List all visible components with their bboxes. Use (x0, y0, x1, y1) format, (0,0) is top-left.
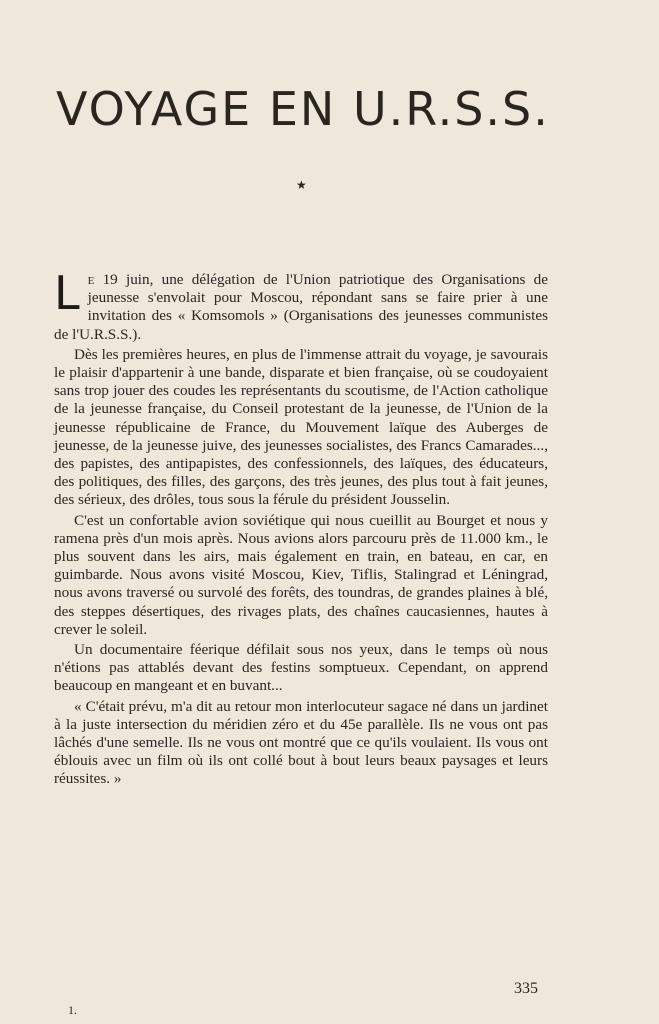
drop-cap: L (54, 266, 80, 320)
paragraph-4: Un documentaire féerique défilait sous nos yeux, dans le temps où nous n'étions pas attablés devant des festins somptueux. Cependant, on apprend beaucoup en mangeant et en buvant... (54, 641, 548, 695)
first-word: e (87, 271, 95, 288)
article-title: VOYAGE EN U.R.S.S. (56, 82, 550, 136)
signature-mark: 1. (68, 1003, 77, 1017)
article-body (54, 266, 548, 789)
paragraph-5: « C'était prévu, m'a dit au retour mon interlocuteur sagace né dans un jardinet à la juste intersection du méridien zéro et du 45e parallèle. Ils ne vous ont pas lâchés d'une semelle. Ils ne vous ont montré que ce qu'ils voulaient. Ils vous ont éblouis avec un film où ils ont collé bout à bout leurs beaux paysages et leurs réussites. » (54, 697, 548, 788)
paragraph-1-text: 19 juin, une délégation de l'Union patriotique des Organisations de jeunesse s'envolait pour Moscou, répondant sans se faire prier à une invitation des « Komsomols » (Organisations des jeunesses communistes de l'U.R.S.S.). (54, 271, 548, 343)
star-ornament: ★ (296, 178, 307, 192)
page-number: 335 (514, 980, 538, 997)
paragraph-2: Dès les premières heures, en plus de l'immense attrait du voyage, je savourais le plaisir d'appartenir à une bande, disparate et bien française, où se coudoyaient sans trop jouer des coudes les représentants du scoutisme, de l'Action catholique de la jeunesse française, du Conseil protestant de la jeunesse, de l'Union de la jeunesse républicaine de France, du Mouvement laïque des Auberges de jeunesse, de la jeunesse juive, des jeunesses socialistes, des Francs Camarades..., des papistes, des antipapistes, des confessionnels, des laïques, des éducateurs, des politiques, des filles, des garçons, des très jeunes, des plus tout à fait jeunes, des sérieux, des drôles, tous sous la férule du président Jousselin. (54, 345, 548, 509)
paragraph-3: C'est un confortable avion soviétique qui nous cueillit au Bourget et nous y ramena près d'un mois après. Nous avions alors parcouru près de 11.000 km., le plus souvent dans les airs, mais également en train, en bateau, en car, en guimbarde. Nous avons visité Moscou, Kiev, Tiflis, Stalingrad et Léningrad, nous avons traversé ou survolé des forêts, des toundras, de grandes plaines à blé, des steppes désertiques, des rivages plats, des chaînes caucasiennes, hautes à crever le soleil. (54, 511, 548, 638)
paragraph-1 (54, 266, 548, 344)
